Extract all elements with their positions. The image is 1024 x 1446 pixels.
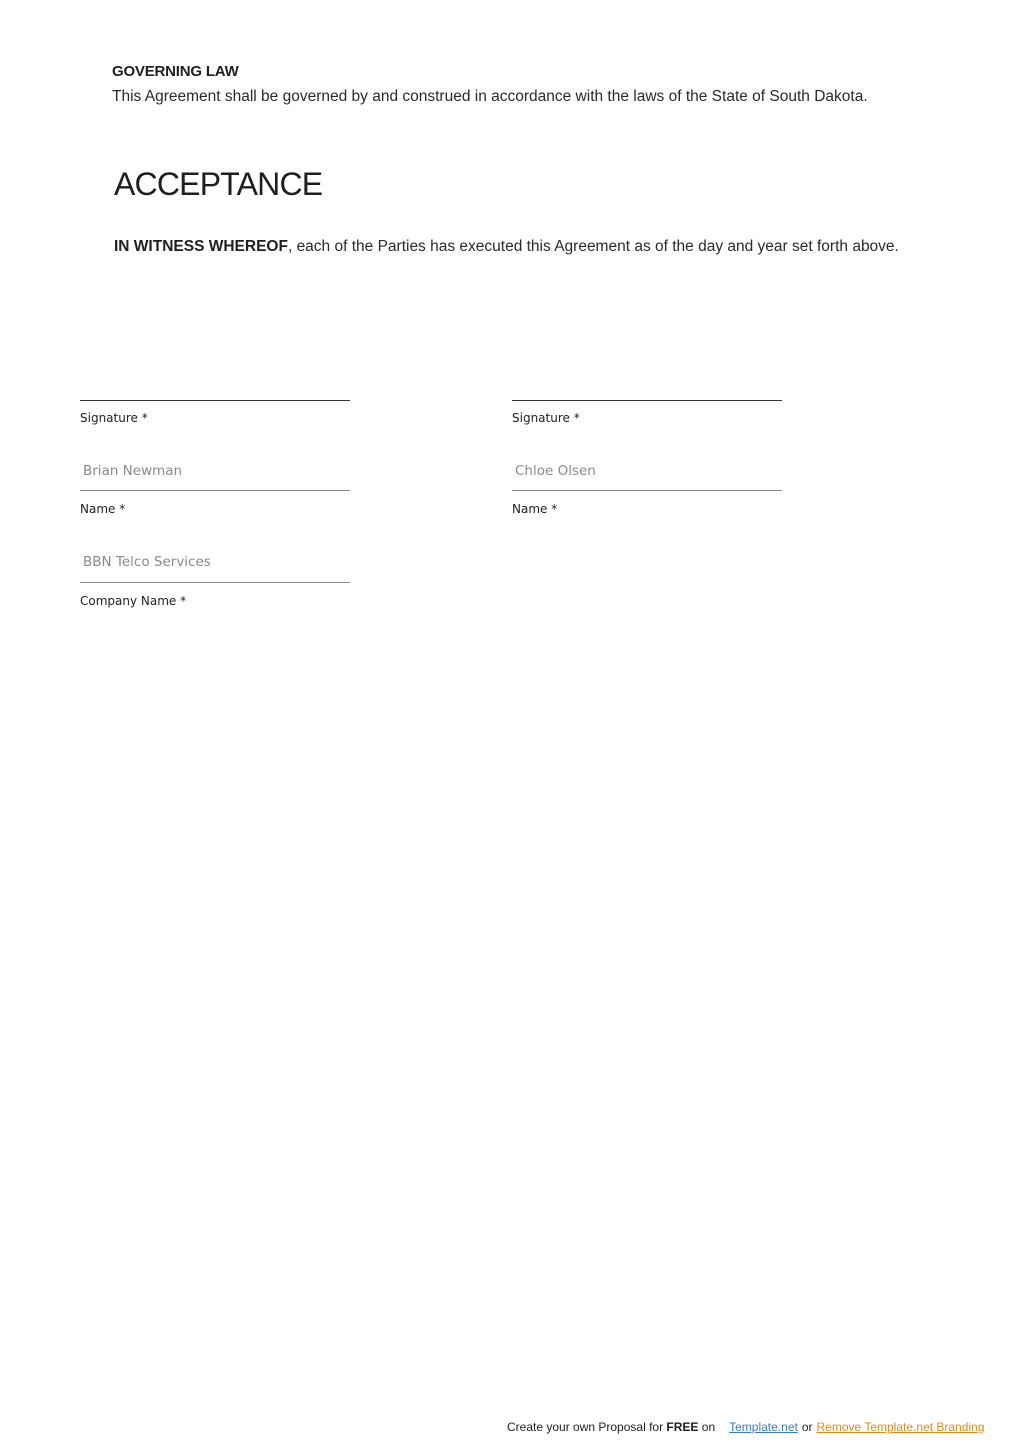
left-name-value[interactable]: Brian Newman (83, 463, 183, 479)
right-signature-line (512, 400, 782, 401)
right-name-value[interactable]: Chloe Olsen (515, 463, 596, 479)
right-signature-label: Signature * (512, 411, 580, 425)
right-name-label: Name * (512, 502, 558, 516)
witness-rest: , each of the Parties has executed this Agreement as of the day and year set forth above. (287, 238, 899, 255)
right-signature-field[interactable] (512, 400, 782, 430)
left-name-underline (80, 490, 350, 491)
left-company-value[interactable]: BBN Telco Services (83, 554, 211, 570)
left-company-label: Company Name * (80, 594, 187, 608)
governing-law-body: This Agreement shall be governed by and construed in accordance with the laws of the State of South Dakota. (112, 88, 868, 105)
left-company-underline (80, 582, 350, 583)
template-net-link[interactable]: Template.net (729, 1420, 798, 1434)
left-signature-field[interactable] (80, 400, 350, 430)
footer-on: on (698, 1420, 716, 1434)
footer-prefix: Create your own Proposal for (507, 1420, 667, 1434)
footer-branding (507, 1420, 984, 1434)
witness-statement (114, 238, 899, 256)
footer-or: or (801, 1420, 813, 1434)
footer-free: FREE (666, 1420, 699, 1434)
left-name-label: Name * (80, 502, 126, 516)
acceptance-title: ACCEPTANCE (114, 166, 323, 202)
right-name-field[interactable] (512, 460, 782, 520)
left-company-field[interactable] (80, 551, 350, 611)
left-signature-line (80, 400, 350, 401)
remove-branding-link[interactable]: Remove Template.net Branding (816, 1420, 985, 1434)
witness-bold: IN WITNESS WHEREOF (114, 238, 288, 255)
left-signature-label: Signature * (80, 411, 148, 425)
right-name-underline (512, 490, 782, 491)
governing-law-heading: GOVERNING LAW (112, 63, 239, 80)
left-name-field[interactable] (80, 460, 350, 520)
